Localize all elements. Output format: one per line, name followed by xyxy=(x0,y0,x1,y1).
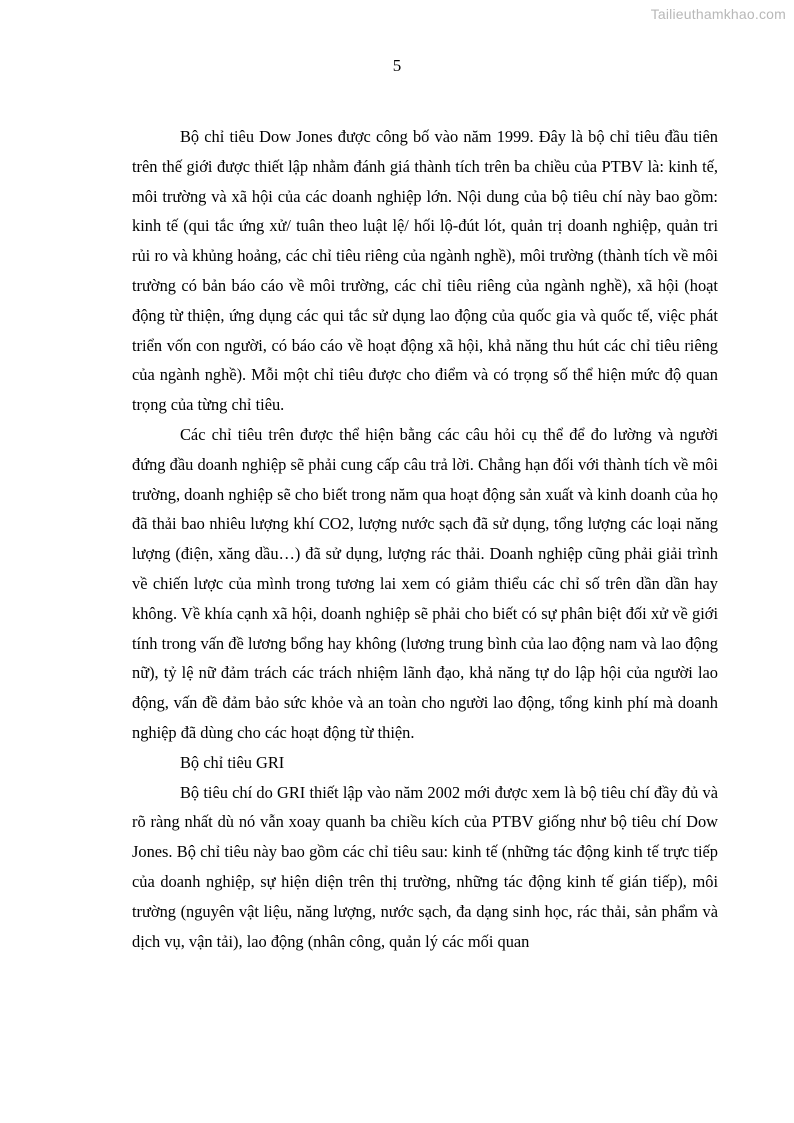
paragraph-dow-jones-intro: Bộ chỉ tiêu Dow Jones được công bố vào năm 1999. Đây là bộ chỉ tiêu đầu tiên trên thế giới được thiết lập nhằm đánh giá thành tích trên ba chiều của PTBV là: kinh tế, môi trường và xã hội của các doanh nghiệp lớn. Nội dung của bộ tiêu chí này bao gồm: kinh tế (qui tắc ứng xử/ tuân theo luật lệ/ hối lộ-đút lót, quản trị doanh nghiệp, quản tri rủi ro và khủng hoảng, các chỉ tiêu riêng của ngành nghề), môi trường (thành tích về môi trường có bản báo cáo về môi trường, các chỉ tiêu riêng của ngành nghề), xã hội (hoạt động từ thiện, ứng dụng các qui tắc sử dụng lao động của quốc gia và quốc tế, việc phát triển vốn con người, có báo cáo về hoạt động xã hội, khả năng thu hút các chỉ tiêu riêng của ngành nghề). Mỗi một chỉ tiêu được cho điểm và có trọng số thể hiện mức độ quan trọng của từng chỉ tiêu. xyxy=(132,127,718,415)
paragraph-dow-jones-questions: Các chỉ tiêu trên được thể hiện bằng các câu hỏi cụ thể để đo lường và người đứng đầu doanh nghiệp sẽ phải cung cấp câu trả lời. Chẳng hạn đối với thành tích về môi trường, doanh nghiệp sẽ cho biết trong năm qua hoạt động sản xuất và kinh doanh của họ đã thải bao nhiêu lượng khí CO2, lượng nước sạch đã sử dụng, tổng lượng các loại năng lượng (điện, xăng dầu…) đã sử dụng, lượng rác thải. Doanh nghiệp cũng phải giải trình về chiến lược của mình trong tương lai xem có giảm thiểu các chỉ số trên dần dần hay không. Về khía cạnh xã hội, doanh nghiệp sẽ phải cho biết có sự phân biệt đối xử về giới tính trong vấn đề lương bổng hay không (lương trung bình của lao động nam và lao động nữ), tỷ lệ nữ đảm trách các trách nhiệm lãnh đạo, khả năng tự do lập hội của người lao động, vấn đề đảm bảo sức khỏe và an toàn cho người lao động, tổng kinh phí mà doanh nghiệp đã dùng cho các hoạt động từ thiện. xyxy=(132,424,718,742)
section-heading-gri: Bộ chỉ tiêu GRI xyxy=(180,752,285,772)
watermark-text: Tailieuthamkhao.com xyxy=(650,6,786,22)
document-body xyxy=(132,122,718,956)
page-number: 5 xyxy=(392,56,402,75)
paragraph-gri-intro: Bộ tiêu chí do GRI thiết lập vào năm 2002 mới được xem là bộ tiêu chí đầy đủ và rõ ràng nhất dù nó vẫn xoay quanh ba chiều kích của PTBV giống như bộ tiêu chí Dow Jones. Bộ chỉ tiêu này bao gồm các chỉ tiêu sau: kinh tế (những tác động kinh tế trực tiếp của doanh nghiệp, sự hiện diện trên thị trường, những tác động kinh tế gián tiếp), môi trường (nguyên vật liệu, năng lượng, nước sạch, đa dạng sinh học, rác thải, sản phẩm và dịch vụ, vận tải), lao động (nhân công, quản lý các mối quan xyxy=(132,782,718,951)
